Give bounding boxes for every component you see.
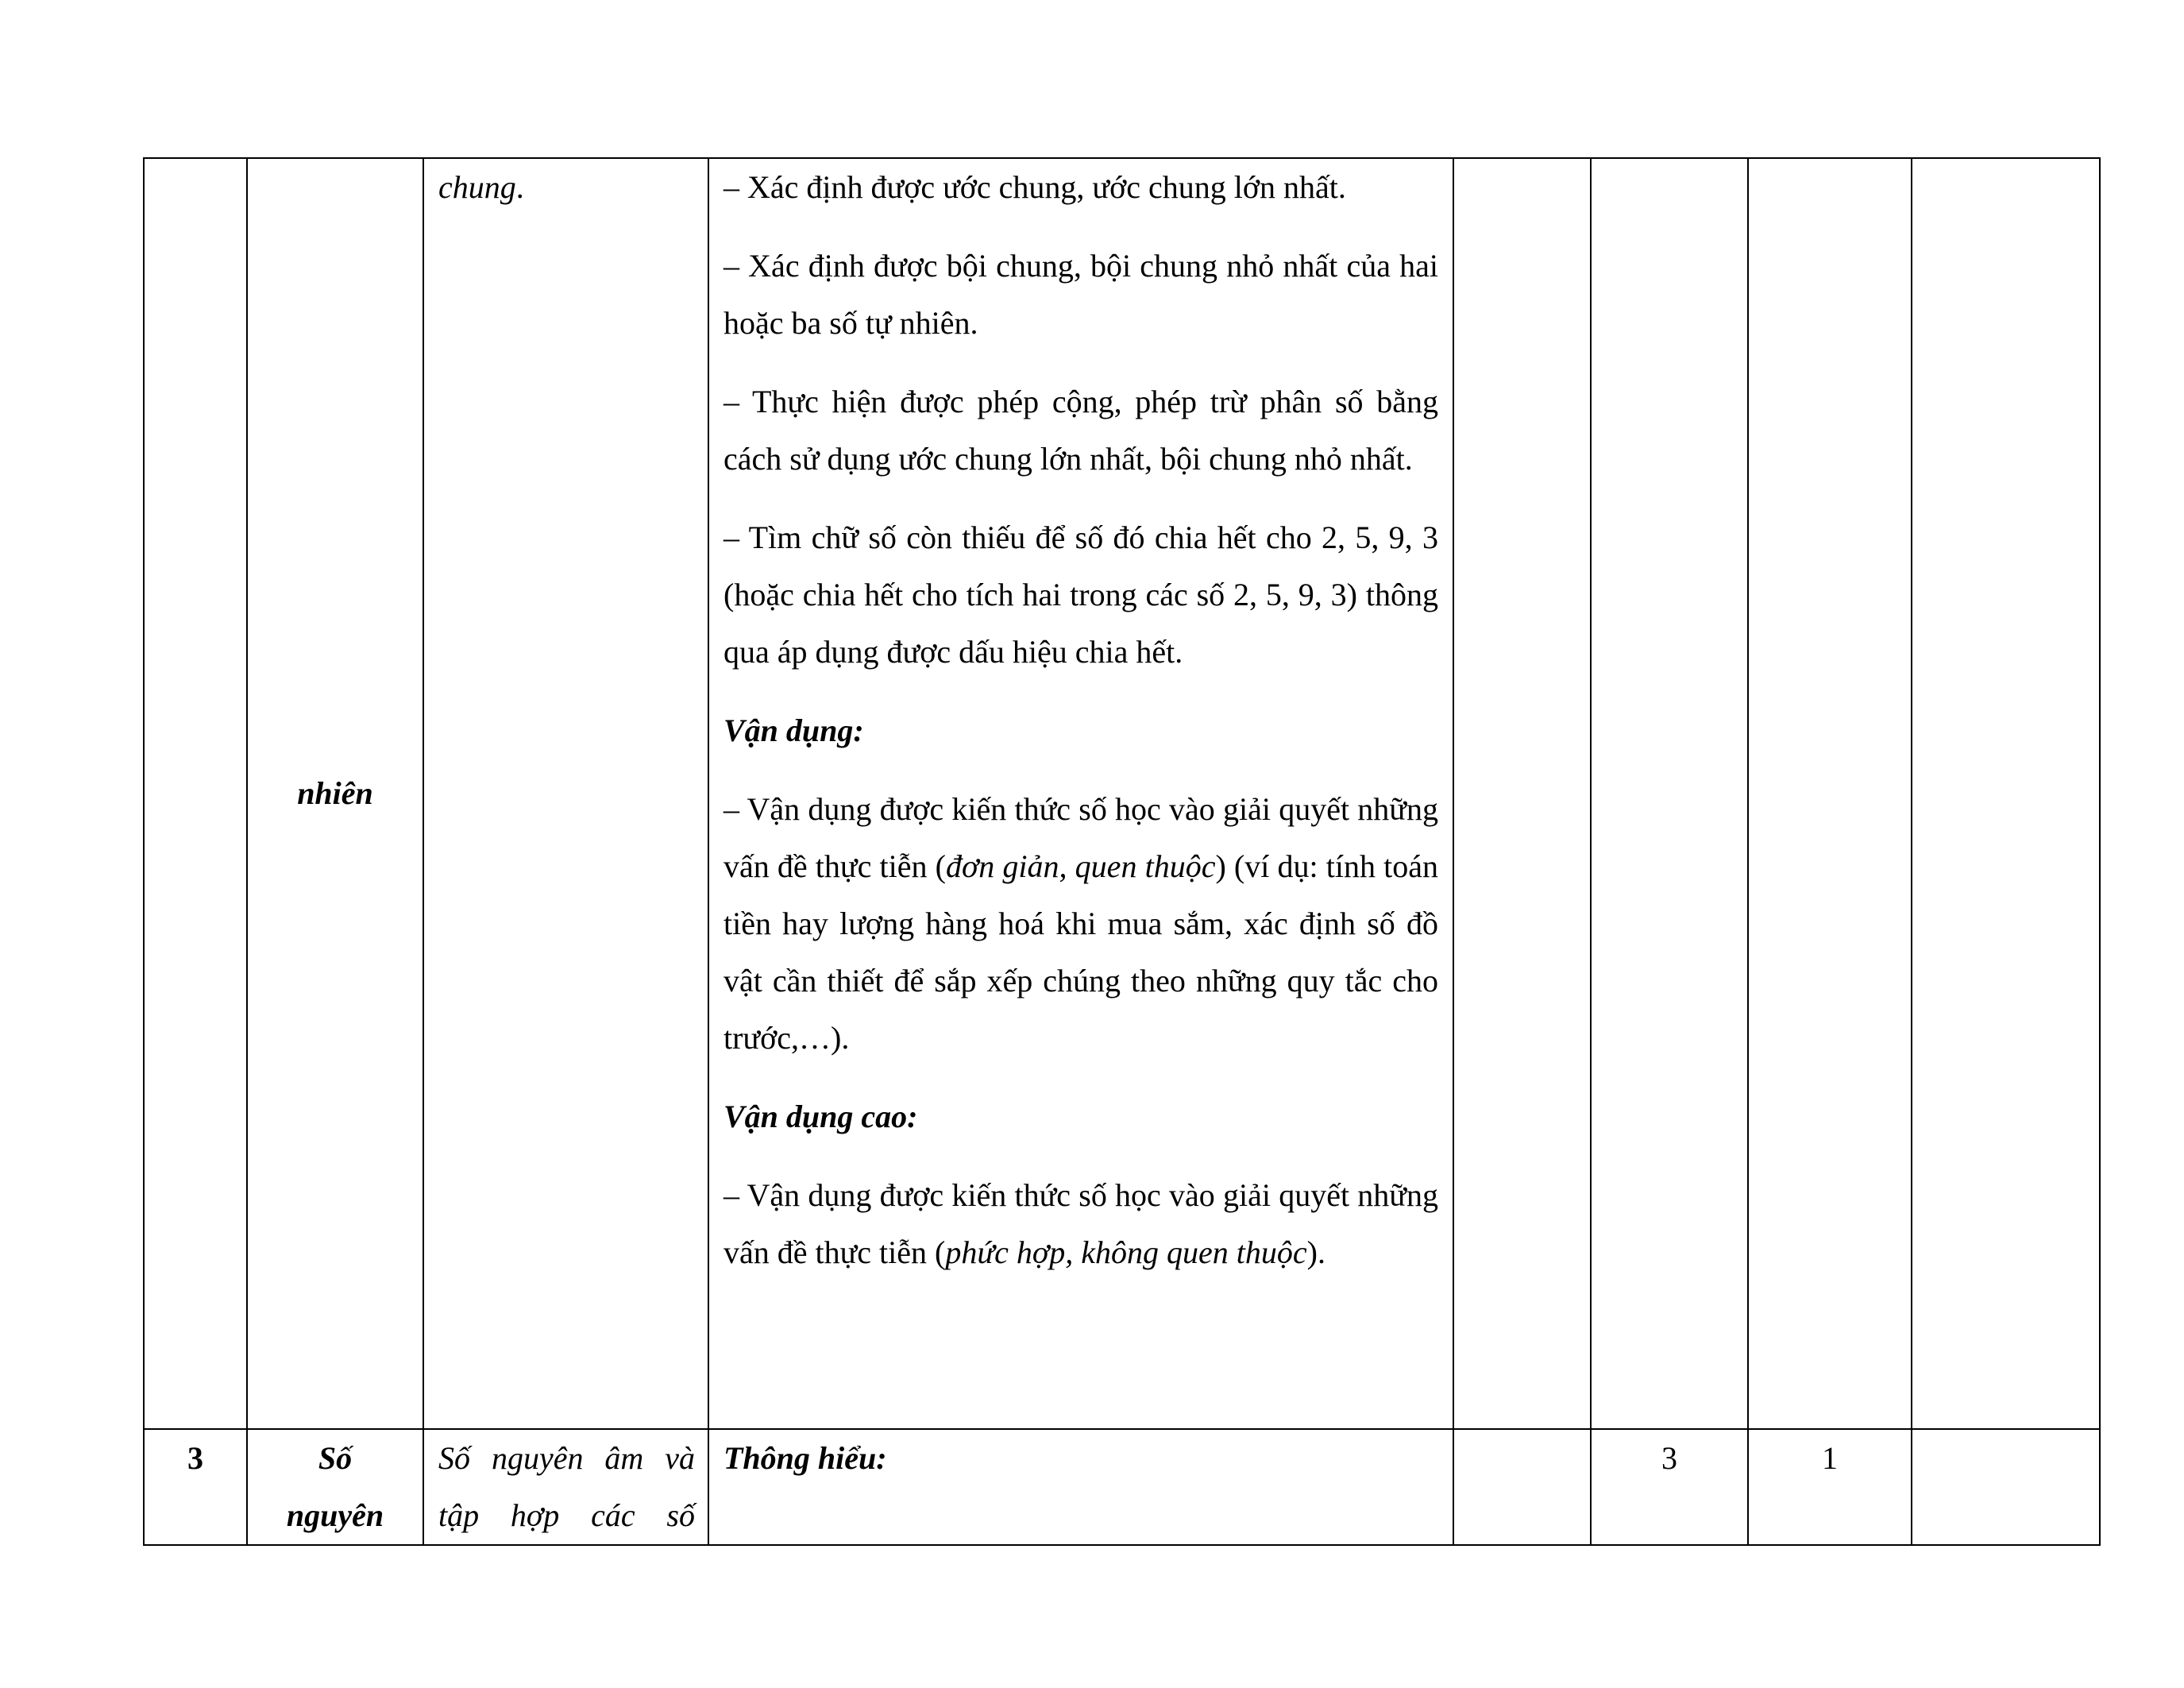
row-index: 3 [187, 1440, 203, 1476]
requirements-cell [708, 1429, 1453, 1545]
requirement-text: ) (ví dụ: tính toán tiền hay lượng hàng hoá khi mua sắm, xác định số đồ vật cần thiết để sắp xếp chúng theo những quy tắc cho trước,…). [723, 848, 1438, 1056]
level-heading: Thông hiểu: [723, 1440, 887, 1476]
topic-cell [247, 158, 423, 1429]
requirement-item: – Tìm chữ số còn thiếu để số đó chia hết cho 2, 5, 9, 3 (hoặc chia hết cho tích hai trong các số 2, 5, 9, 3) thông qua áp dụng được dấu hiệu chia hết. [723, 520, 1438, 670]
content-tail: chung [438, 169, 516, 205]
topic-cell [247, 1429, 423, 1545]
specification-table [143, 157, 2101, 1546]
count-value: 3 [1661, 1440, 1677, 1476]
requirement-text: – Vận dụng được kiến thức số học vào giải quyết những vấn đề thực tiễn ( [723, 1177, 1438, 1270]
content-text: Số nguyên âm và tập hợp các số [438, 1440, 695, 1533]
index-cell [144, 158, 247, 1429]
requirement-item [723, 1167, 1438, 1281]
count-cell-1 [1453, 1429, 1591, 1545]
content-cell [423, 158, 708, 1429]
content-tail-end: . [515, 169, 524, 205]
requirement-item: – Xác định được bội chung, bội chung nhỏ nhất của hai hoặc ba số tự nhiên. [723, 248, 1438, 341]
requirement-item: – Thực hiện được phép cộng, phép trừ phân số bằng cách sử dụng ước chung lớn nhất, bội chung nhỏ nhất. [723, 384, 1438, 477]
level-heading [723, 1088, 1438, 1145]
count-cell-2 [1591, 158, 1748, 1429]
requirement-italic: đơn giản, quen thuộc [945, 848, 1216, 884]
index-cell [144, 1429, 247, 1545]
topic-line-1: Số [318, 1440, 353, 1476]
count-cell-3 [1748, 1429, 1912, 1545]
count-cell-3 [1748, 158, 1912, 1429]
level-heading-text: Vận dụng cao: [723, 1099, 918, 1134]
count-cell-2 [1591, 1429, 1748, 1545]
table-row [144, 1429, 2100, 1545]
content-cell [423, 1429, 708, 1545]
topic-label: nhiên [297, 775, 373, 811]
table-row [144, 158, 2100, 1429]
requirement-item [723, 781, 1438, 1067]
requirements-list [723, 159, 1438, 1281]
level-heading [723, 702, 1438, 759]
requirements-cell [708, 158, 1453, 1429]
requirement-item: – Xác định được ước chung, ước chung lớn nhất. [723, 169, 1346, 205]
count-cell-4 [1912, 1429, 2100, 1545]
count-cell-4 [1912, 158, 2100, 1429]
count-value: 1 [1822, 1440, 1838, 1476]
count-cell-1 [1453, 158, 1591, 1429]
topic-line-2: nguyên [286, 1497, 384, 1533]
requirement-italic: phức hợp, không quen thuộc [945, 1234, 1307, 1270]
requirement-text: ). [1306, 1234, 1325, 1270]
requirement-text: – Vận dụng được kiến thức số học vào giải quyết những vấn đề thực tiễn ( [723, 791, 1438, 884]
level-heading-text: Vận dụng: [723, 713, 864, 748]
